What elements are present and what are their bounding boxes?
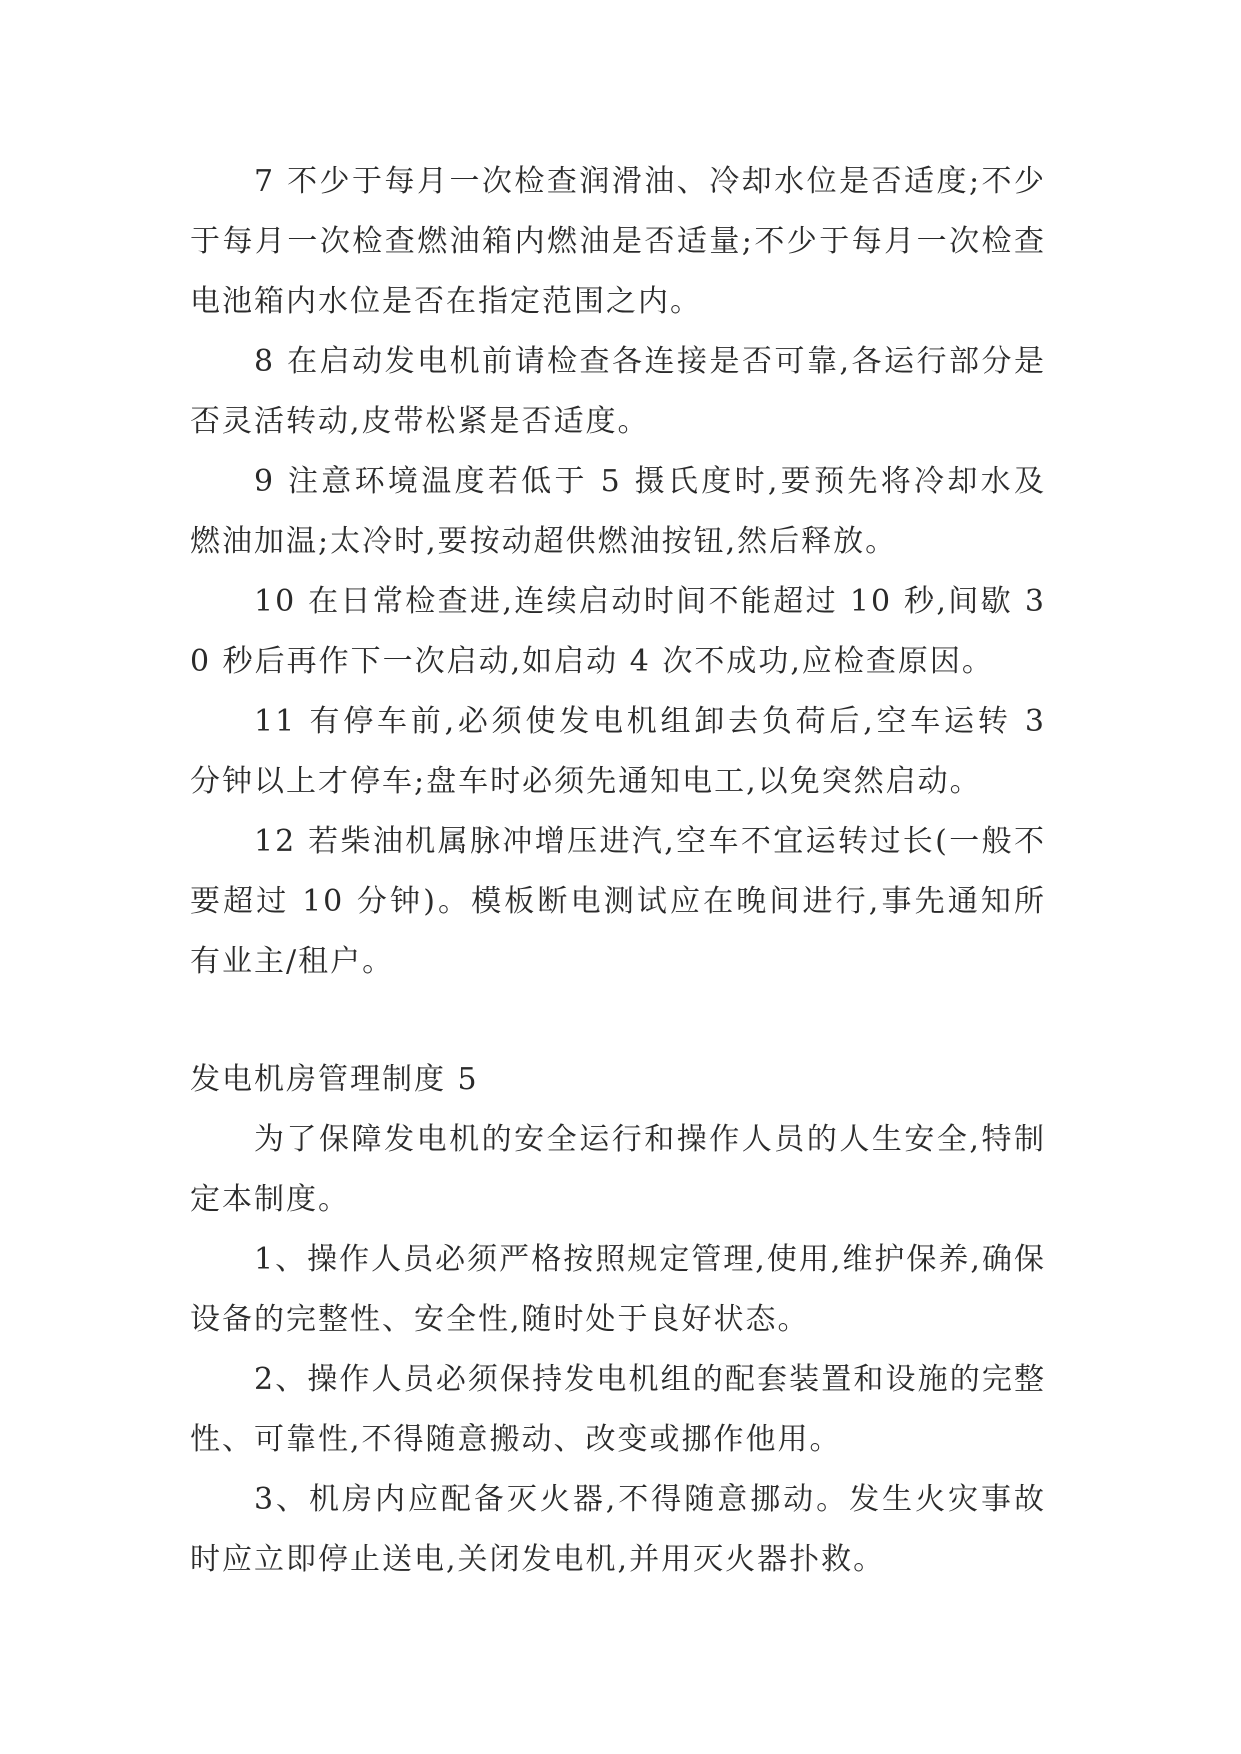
regulation-item-3: 3、机房内应配备灭火器,不得随意挪动。发生火灾事故时应立即停止送电,关闭发电机,并用灭火器扑救。 bbox=[190, 1482, 1046, 1577]
regulation-item-2: 2、操作人员必须保持发电机组的配套装置和设施的完整性、可靠性,不得随意搬动、改变或挪作他用。 bbox=[190, 1362, 1046, 1457]
section-heading: 发电机房管理制度 5 bbox=[190, 1062, 479, 1097]
rule-item-7: 7 不少于每月一次检查润滑油、冷却水位是否适度;不少于每月一次检查燃油箱内燃油是否适量;不少于每月一次检查电池箱内水位是否在指定范围之内。 bbox=[190, 164, 1046, 319]
document-body bbox=[190, 152, 1046, 1590]
rule-item-11: 11 有停车前,必须使发电机组卸去负荷后,空车运转 3 分钟以上才停车;盘车时必须先通知电工,以免突然启动。 bbox=[190, 704, 1046, 799]
rule-item-12: 12 若柴油机属脉冲增压进汽,空车不宜运转过长(一般不要超过 10 分钟)。模板断电测试应在晚间进行,事先通知所有业主/租户。 bbox=[190, 824, 1046, 979]
rule-item-8: 8 在启动发电机前请检查各连接是否可靠,各运行部分是否灵活转动,皮带松紧是否适度。 bbox=[190, 344, 1046, 439]
section-intro: 为了保障发电机的安全运行和操作人员的人生安全,特制定本制度。 bbox=[190, 1122, 1046, 1217]
section-spacer bbox=[190, 992, 1046, 1050]
regulation-item-1: 1、操作人员必须严格按照规定管理,使用,维护保养,确保设备的完整性、安全性,随时处于良好状态。 bbox=[190, 1242, 1046, 1337]
rule-item-10: 10 在日常检查进,连续启动时间不能超过 10 秒,间歇 30 秒后再作下一次启动,如启动 4 次不成功,应检查原因。 bbox=[190, 584, 1046, 679]
rule-item-9: 9 注意环境温度若低于 5 摄氏度时,要预先将冷却水及燃油加温;太冷时,要按动超供燃油按钮,然后释放。 bbox=[190, 464, 1046, 559]
